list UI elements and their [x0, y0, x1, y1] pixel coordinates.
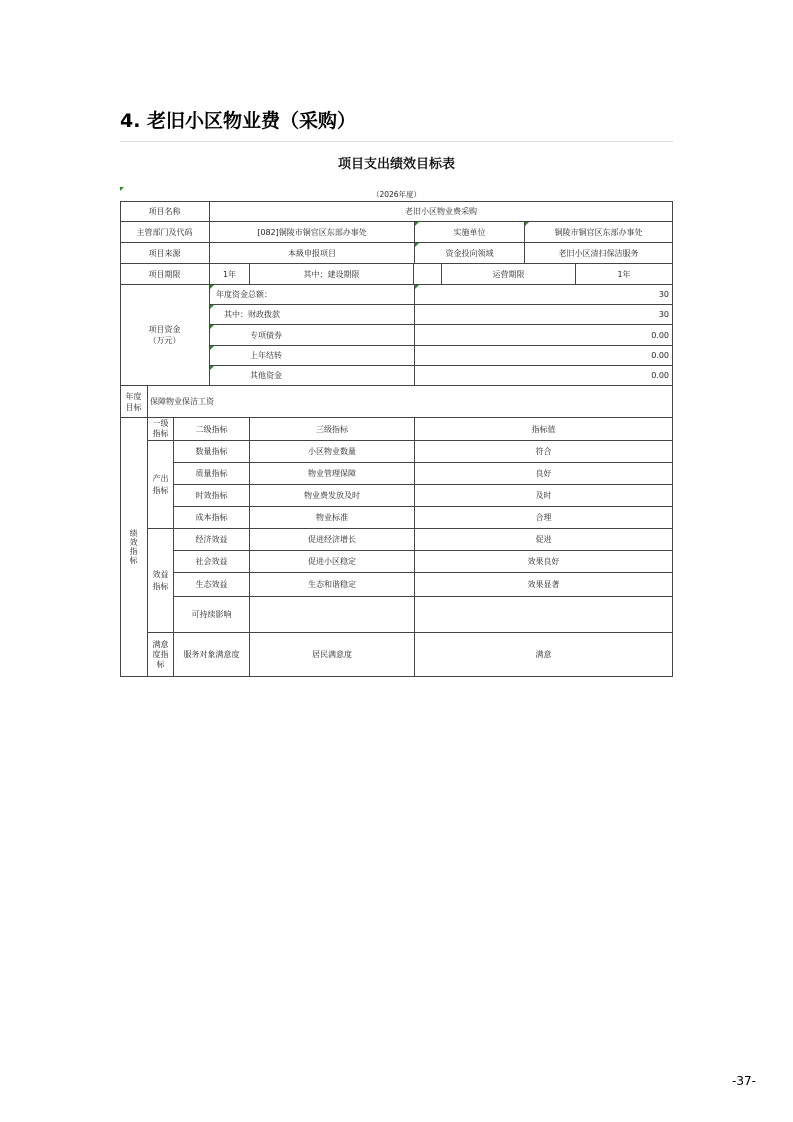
op-value: 1年 — [576, 264, 673, 285]
benefit-l3: 促进经济增长 — [250, 529, 415, 551]
funds-label: 项目资金 （万元） — [120, 285, 210, 386]
goal-value: 保障物业保洁工资 — [148, 386, 673, 418]
output-l2: 数量指标 — [174, 441, 250, 463]
field-value: 老旧小区清扫保洁服务 — [525, 243, 673, 264]
period-value: 1年 — [210, 264, 250, 285]
project-name-label: 项目名称 — [120, 201, 210, 222]
output-l2: 时效指标 — [174, 485, 250, 507]
output-l3: 物业标准 — [250, 507, 415, 529]
goal-label: 年度 目标 — [120, 386, 148, 418]
funds-other-value: 0.00 — [415, 366, 673, 386]
cell-note-marker — [210, 366, 214, 370]
funds-carryover-value: 0.00 — [415, 346, 673, 366]
table-year: （2026年度） — [371, 189, 422, 199]
cell-note-marker — [210, 346, 214, 350]
output-l3: 小区物业数量 — [250, 441, 415, 463]
section-heading: 4. 老旧小区物业费（采购） — [120, 110, 357, 132]
impl-value: 铜陵市铜官区东部办事处 — [525, 222, 673, 243]
perf-label-cell — [120, 418, 148, 677]
level2-label: 二级指标 — [174, 418, 250, 441]
satisfaction-l3: 居民满意度 — [250, 633, 415, 677]
op-label: 运营期限 — [442, 264, 576, 285]
period-label: 项目期限 — [120, 264, 210, 285]
satisfaction-value: 满意 — [415, 633, 673, 677]
impl-label: 实施单位 — [415, 222, 525, 243]
source-label: 项目来源 — [120, 243, 210, 264]
benefit-value: 促进 — [415, 529, 673, 551]
benefit-label: 效益 指标 — [148, 529, 174, 633]
funds-total-label: 年度资金总额： — [210, 285, 415, 305]
cell-note-marker — [210, 305, 214, 309]
project-name-value: 老旧小区物业费采购 — [210, 201, 673, 222]
build-value — [414, 264, 442, 285]
funds-total-value: 30 — [415, 285, 673, 305]
funds-bond-label: 专项债券 — [210, 325, 415, 346]
dept-label: 主管部门及代码 — [120, 222, 210, 243]
benefit-value: 效果良好 — [415, 551, 673, 573]
dept-value: [082]铜陵市铜官区东部办事处 — [210, 222, 415, 243]
table-title: 项目支出绩效目标表 — [337, 156, 455, 172]
output-l2: 质量指标 — [174, 463, 250, 485]
benefit-value — [415, 597, 673, 633]
build-label: 其中：建设期限 — [250, 264, 414, 285]
cell-note-marker — [120, 187, 124, 191]
output-value: 符合 — [415, 441, 673, 463]
benefit-l3: 生态和谐稳定 — [250, 573, 415, 597]
cell-note-marker — [415, 243, 419, 247]
cell-note-marker — [210, 285, 214, 289]
funds-fiscal-value: 30 — [415, 305, 673, 325]
benefit-l2: 经济效益 — [174, 529, 250, 551]
output-value: 及时 — [415, 485, 673, 507]
output-l2: 成本指标 — [174, 507, 250, 529]
benefit-l2: 可持续影响 — [174, 597, 250, 633]
funds-other-label: 其他资金 — [210, 366, 415, 386]
level3-label: 三级指标 — [250, 418, 415, 441]
benefit-value: 效果显著 — [415, 573, 673, 597]
cell-note-marker — [210, 325, 214, 329]
funds-fiscal-label: 其中：财政拨款 — [210, 305, 415, 325]
output-l3: 物业管理保障 — [250, 463, 415, 485]
source-value: 本級申报项目 — [210, 243, 415, 264]
benefit-l3: 促进小区稳定 — [250, 551, 415, 573]
benefit-l2: 社会效益 — [174, 551, 250, 573]
benefit-l2: 生态效益 — [174, 573, 250, 597]
funds-carryover-label: 上年结转 — [210, 346, 415, 366]
satisfaction-l2: 服务对象满意度 — [174, 633, 250, 677]
satisfaction-label: 满意 度指 标 — [148, 633, 174, 677]
output-value: 合理 — [415, 507, 673, 529]
output-value: 良好 — [415, 463, 673, 485]
field-label: 资金投向领域 — [415, 243, 525, 264]
output-label: 产出 指标 — [148, 441, 174, 529]
value-label: 指标值 — [415, 418, 673, 441]
cell-note-marker — [525, 222, 529, 226]
cell-note-marker — [415, 222, 419, 226]
output-l3: 物业费发放及时 — [250, 485, 415, 507]
benefit-l3 — [250, 597, 415, 633]
performance-target-table — [120, 141, 673, 677]
level1-label: 一级 指标 — [148, 418, 174, 441]
perf-label: 绩效指标 — [129, 529, 138, 565]
funds-bond-value: 0.00 — [415, 325, 673, 346]
page-number: -37- — [732, 1074, 756, 1088]
cell-note-marker — [415, 285, 419, 289]
